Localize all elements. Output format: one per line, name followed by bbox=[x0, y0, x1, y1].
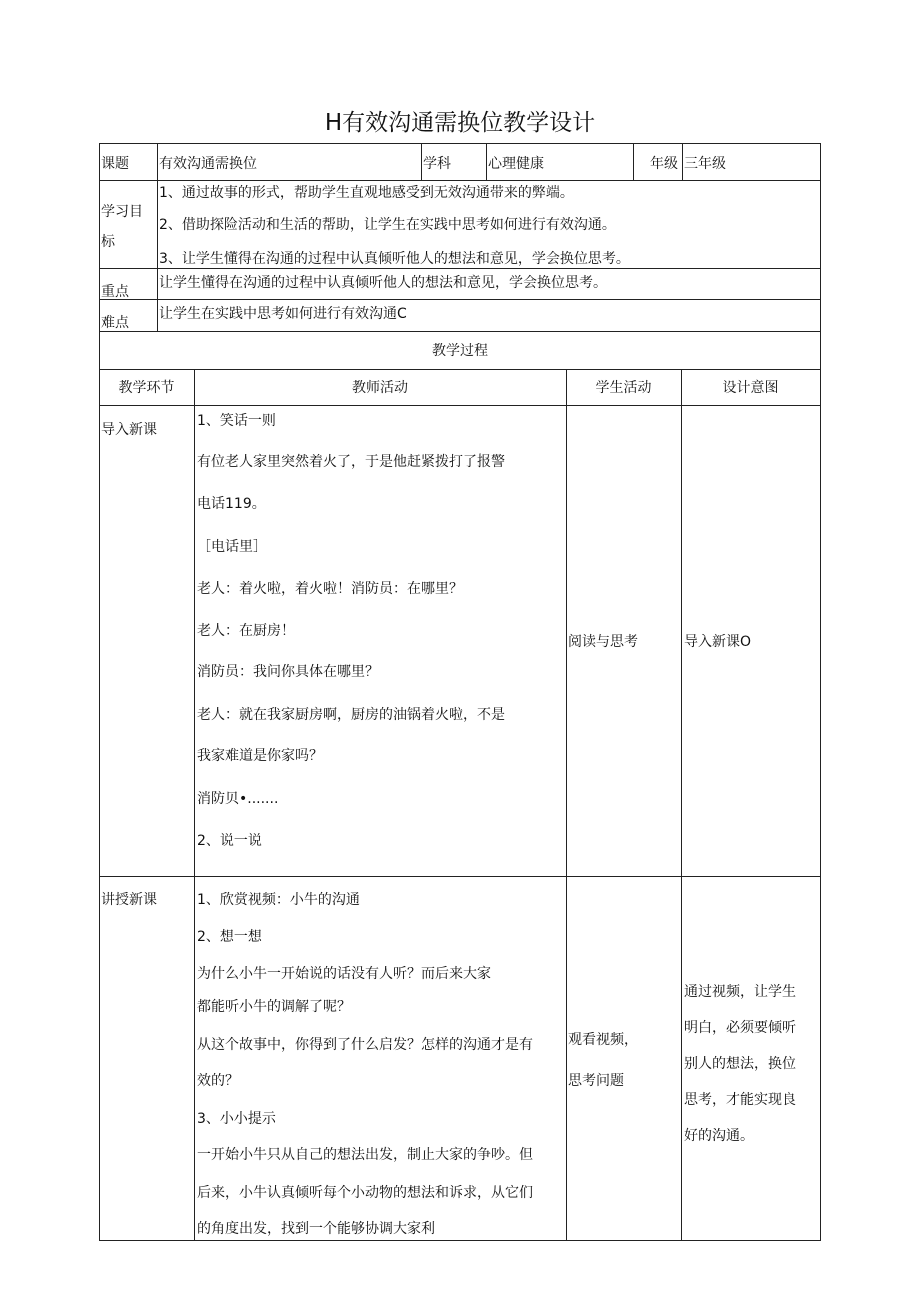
document-title: H有效沟通需换位教学设计 bbox=[324, 110, 596, 136]
difficulty-label: 难点 bbox=[101, 315, 129, 331]
design-intent-line: 好的沟通。 bbox=[684, 1128, 754, 1144]
teacher-line: 电话119。 bbox=[197, 496, 266, 512]
process-title: 教学过程 bbox=[432, 343, 488, 359]
row-divider bbox=[99, 268, 821, 269]
col-divider bbox=[566, 369, 567, 1241]
header-teacher: 教师活动 bbox=[352, 380, 408, 396]
row-divider bbox=[99, 180, 821, 181]
stage-cell: 讲授新课 bbox=[101, 892, 157, 908]
subject-label: 学科 bbox=[423, 156, 451, 172]
row-divider bbox=[99, 331, 821, 332]
col-divider bbox=[194, 369, 195, 1241]
teacher-line: 从这个故事中，你得到了什么启发？怎样的沟通才是有 bbox=[197, 1037, 533, 1053]
row-divider bbox=[99, 405, 821, 406]
design-intent-line: 思考，才能实现良 bbox=[684, 1092, 796, 1108]
teacher-line: 老人：就在我家厨房啊，厨房的油锅着火啦，不是 bbox=[197, 707, 505, 723]
difficulty-text: 让学生在实践中思考如何进行有效沟通C bbox=[159, 306, 407, 322]
subject-value: 心理健康 bbox=[488, 156, 544, 172]
teacher-line: 一开始小牛只从自己的想法出发，制止大家的争吵。但 bbox=[197, 1147, 533, 1163]
teacher-line: 的角度出发，找到一个能够协调大家利 bbox=[197, 1221, 435, 1237]
table-border-right bbox=[820, 143, 821, 1241]
stage-cell: 导入新课 bbox=[101, 422, 157, 438]
design-intent-line: 通过视频，让学生 bbox=[684, 984, 796, 1000]
teacher-line: 老人：在厨房！ bbox=[197, 623, 295, 639]
student-activity: 阅读与思考 bbox=[568, 634, 638, 650]
col-divider bbox=[633, 143, 634, 181]
table-border-top bbox=[99, 143, 821, 144]
row-divider bbox=[99, 299, 821, 300]
grade-value: 三年级 bbox=[684, 156, 726, 172]
teacher-line: 效的？ bbox=[197, 1073, 239, 1089]
teacher-line: ［电话里］ bbox=[197, 539, 267, 555]
grade-label: 年级 bbox=[650, 156, 678, 172]
teacher-line: 消防贝•....... bbox=[197, 791, 279, 807]
student-activity-line: 思考问题 bbox=[568, 1073, 624, 1089]
design-intent-line: 明白，必须要倾听 bbox=[684, 1020, 796, 1036]
teacher-line: 有位老人家里突然着火了，于是他赶紧拨打了报警 bbox=[197, 454, 505, 470]
teacher-line: 3、小小提示 bbox=[197, 1111, 276, 1127]
row-divider bbox=[99, 369, 821, 370]
col-divider bbox=[682, 143, 683, 181]
col-divider bbox=[486, 143, 487, 181]
design-intent-line: 别人的想法，换位 bbox=[684, 1056, 796, 1072]
row-divider bbox=[99, 876, 821, 877]
design-intent: 导入新课O bbox=[684, 634, 752, 650]
teacher-line: 我家难道是你家吗？ bbox=[197, 748, 323, 764]
objective-item: 3、让学生懂得在沟通的过程中认真倾听他人的想法和意见，学会换位思考。 bbox=[159, 251, 630, 267]
objectives-label-line2: 标 bbox=[101, 234, 115, 250]
table-border-bottom bbox=[99, 1240, 821, 1241]
teacher-line: 2、说一说 bbox=[197, 833, 262, 849]
teacher-line: 消防员：我问你具体在哪里？ bbox=[197, 664, 379, 680]
key-point-label: 重点 bbox=[101, 284, 129, 300]
col-divider bbox=[421, 143, 422, 181]
teacher-line: 都能听小牛的调解了呢？ bbox=[197, 999, 351, 1015]
header-intent: 设计意图 bbox=[722, 380, 779, 396]
student-activity-line: 观看视频， bbox=[568, 1032, 638, 1048]
teacher-line: 1、欣赏视频：小牛的沟通 bbox=[197, 892, 360, 908]
objectives-label-line1: 学习目 bbox=[101, 204, 143, 220]
col-divider bbox=[681, 369, 682, 1241]
teacher-line: 2、想一想 bbox=[197, 929, 262, 945]
key-point-text: 让学生懂得在沟通的过程中认真倾听他人的想法和意见，学会换位思考。 bbox=[159, 275, 607, 291]
teacher-line: 为什么小牛一开始说的话没有人听？而后来大家 bbox=[197, 966, 491, 982]
teacher-line: 老人：着火啦，着火啦！消防员：在哪里？ bbox=[197, 581, 463, 597]
table-border-left bbox=[99, 143, 100, 1241]
objective-item: 2、借助探险活动和生活的帮助，让学生在实践中思考如何进行有效沟通。 bbox=[159, 217, 616, 233]
course-label: 课题 bbox=[101, 156, 129, 172]
objective-item: 1、通过故事的形式，帮助学生直观地感受到无效沟通带来的弊端。 bbox=[159, 185, 574, 201]
teacher-line: 1、笑话一则 bbox=[197, 413, 276, 429]
teacher-line: 后来，小牛认真倾听每个小动物的想法和诉求，从它们 bbox=[197, 1185, 533, 1201]
header-stage: 教学环节 bbox=[118, 380, 175, 396]
col-divider bbox=[157, 143, 158, 332]
header-student: 学生活动 bbox=[595, 380, 652, 396]
course-value: 有效沟通需换位 bbox=[159, 156, 257, 172]
